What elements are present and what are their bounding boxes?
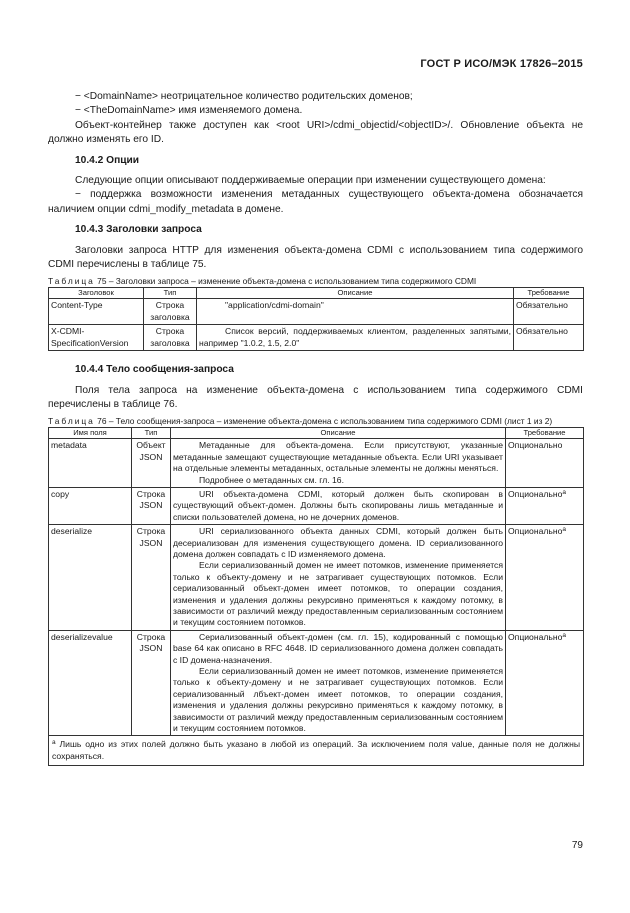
field-requirement: Обязательно — [514, 325, 584, 351]
field-name: X-CDMI-SpecificationVersion — [49, 325, 144, 351]
standard-header: ГОСТ Р ИСО/МЭК 17826–2015 — [420, 58, 583, 70]
body-paragraph: Поля тела запроса на изменение объекта-домена с использованием типа содержимого CDMI перечислены в таблице 76. — [48, 384, 583, 410]
table-row — [49, 630, 584, 736]
field-type: Строка JSON — [132, 487, 171, 524]
field-description: Метаданные для объекта-домена. Если присутствуют, указанные метаданные замещают существующие метаданные объекта. Если URI указывает на отдельные элементы метаданных, остальные элементы не должны меняться. Подробнее о метаданных см. гл. 16. — [171, 439, 506, 488]
column-header: Описание — [171, 428, 506, 439]
field-requirement: Обязательно — [514, 299, 584, 325]
table-row — [49, 487, 584, 524]
column-header: Требование — [514, 288, 584, 299]
field-type: Строка заголовка — [144, 299, 197, 325]
table-row — [49, 525, 584, 631]
field-requirement: Опционально$^a$ — [506, 487, 584, 524]
table-footnote-row — [49, 736, 584, 766]
intro-bullet-1: − <DomainName> неотрицательное количество родительских доменов; — [75, 91, 413, 102]
field-type: Строка JSON — [132, 525, 171, 631]
table-row — [49, 439, 584, 488]
heading-10-4-2: 10.4.2 Опции — [75, 154, 140, 166]
table-75 — [48, 287, 584, 351]
field-name: copy — [49, 487, 132, 524]
field-description: Сериализованный объект-домен (см. гл. 15), кодированный с помощью base 64 как описано в RFC 4648. ID сериализованного домена должен совпадать с ID домена-назначения. Если сериализованный домен не имеет потомков, изменение применяется только к объекту-домену и не затрагивает существующих потомков. Если сериализованный лбъект-домен имеет потомков, то операции создания, изменения и удаления должны рекурсивно применяться к каждому потомку, в зависимости от различий между предоставленным сериализованным состоянием и текущим состоянием потомков. — [171, 630, 506, 736]
options-paragraph: Следующие опции описывают поддерживаемые операции при изменении существующего домена: — [75, 175, 546, 187]
field-description: Список версий, поддерживаемых клиентом, разделенных запятыми, например "1.0.2, 1.5, 2.0" — [197, 325, 514, 351]
page-body — [48, 0, 583, 766]
table-header-row — [49, 428, 584, 439]
field-name: deserializevalue — [49, 630, 132, 736]
field-name: deserialize — [49, 525, 132, 631]
field-description: URI объекта-домена CDMI, который должен быть скопирован в существующий объект-домен. Должны быть скопированы лишь метаданные и списки пользователей домена, но не дочерних доменов. — [171, 487, 506, 524]
footnote-marker: a — [562, 488, 567, 496]
table-footnote: $^a$ Лишь одно из этих полей должно быть указано в любой из операций. За исключением поля value, данные поля не должны сохраняться. — [49, 736, 584, 766]
table-76-caption: Таблица 76 – Тело сообщения-запроса – изменение объекта-домена с использованием типа содержимого CDMI (лист 1 из 2) — [48, 416, 553, 427]
intro-paragraph: Объект-контейнер также доступен как <root URI>/cdmi_objectid/<objectID>/. Обновление объекта не должно изменять его ID. — [48, 119, 583, 146]
footnote-marker: a — [562, 526, 567, 534]
column-header: Описание — [197, 288, 514, 299]
table-row — [49, 299, 584, 325]
column-header: Заголовок — [49, 288, 144, 299]
table-76 — [48, 427, 584, 766]
heading-10-4-3: 10.4.3 Заголовки запроса — [75, 224, 202, 236]
field-type: Строка JSON — [132, 630, 171, 736]
field-name: Content-Type — [49, 299, 144, 325]
page-number: 79 — [571, 840, 583, 851]
field-description: URI сериализованного объекта данных CDMI, который должен быть десериализован для изменения существующего домена. ID сериализованного домена должен совпадать с ID изменяемого домена. Если сериализованный домен не имеет потомков, изменение применяется только к объекту-домену и не затрагивает существующих потомков. Если сериализованный объект-домен имеет потомков, то операции создания, изменения и удаления должны рекурсивно применяться к каждому потомку, в зависимости от различий между предоставленным сериализованным состоянием и текущим состоянием потомков. — [171, 525, 506, 631]
field-requirement: Опционально$^a$ — [506, 525, 584, 631]
field-requirement: Опционально$^a$ — [506, 630, 584, 736]
table-row — [49, 325, 584, 351]
footnote-marker: a — [562, 631, 567, 639]
table-75-caption: Таблица 75 – Заголовки запроса – изменение объекта-домена с использованием типа содержимого CDMI — [48, 276, 477, 287]
column-header: Имя поля — [49, 428, 132, 439]
headers-paragraph: Заголовки запроса HTTP для изменения объекта-домена CDMI с использованием типа содержимого CDMI перечислены в таблице 75. — [48, 244, 583, 271]
field-requirement: Опционально — [506, 439, 584, 488]
intro-bullet-2: − <TheDomainName> имя изменяемого домена. — [75, 105, 303, 117]
field-description: "application/cdmi-domain" — [197, 299, 514, 325]
heading-10-4-4: 10.4.4 Тело сообщения-запроса — [75, 364, 234, 376]
options-bullet: − поддержка возможности изменения метаданных существующего объекта-домена обозначается наличием опции cdmi_modify_metadata в домене. — [48, 189, 583, 215]
column-header: Требование — [506, 428, 584, 439]
field-type: Строка заголовка — [144, 325, 197, 351]
field-name: metadata — [49, 439, 132, 488]
column-header: Тип — [132, 428, 171, 439]
column-header: Тип — [144, 288, 197, 299]
table-header-row — [49, 288, 584, 299]
field-type: Объект JSON — [132, 439, 171, 488]
